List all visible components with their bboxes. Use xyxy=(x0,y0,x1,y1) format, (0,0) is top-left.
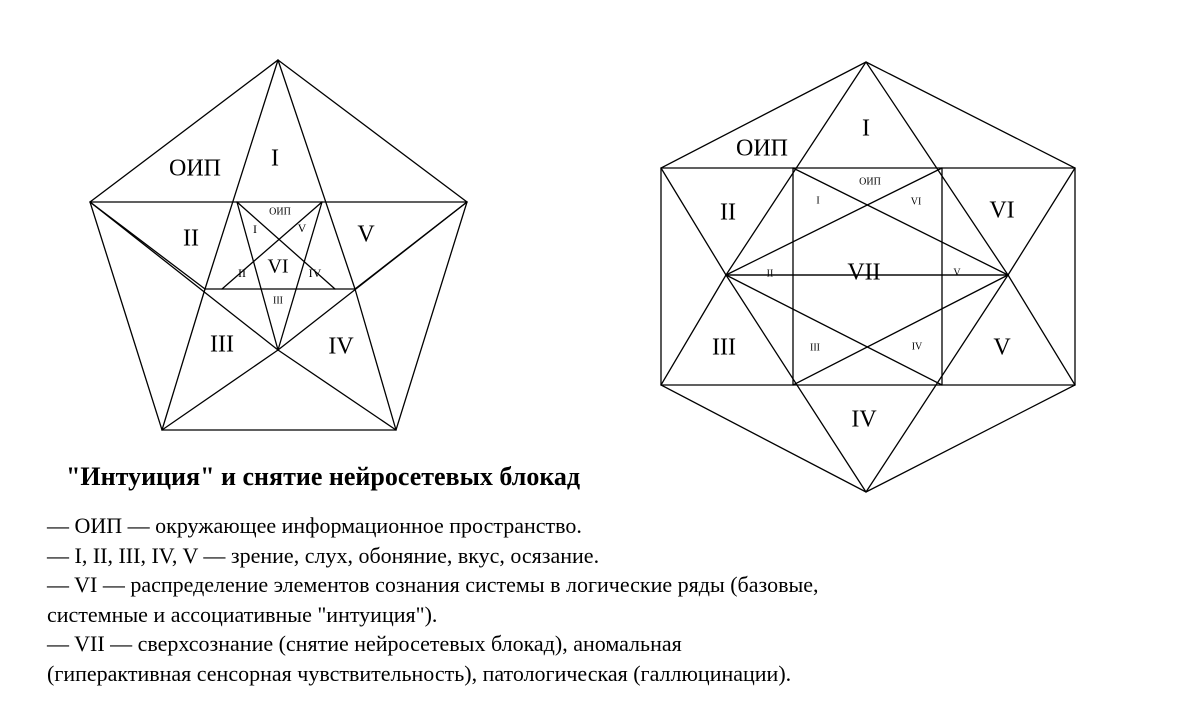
legend-line-oip: — ОИП — окружающее информационное пространство. xyxy=(47,513,582,538)
star-triangle-down xyxy=(726,275,1008,492)
star-line xyxy=(726,275,942,385)
spoke-line xyxy=(355,289,396,430)
caption-title: "Интуиция" и снятие нейросетевых блокад xyxy=(66,462,581,491)
star-line xyxy=(726,168,942,275)
star-line xyxy=(90,202,278,350)
hexagon-label-iii: III xyxy=(712,334,736,361)
hexagon-label-vi: VI xyxy=(989,197,1015,224)
pentagon-label-oip: ОИП xyxy=(169,155,221,182)
hexagon-label-oip: ОИП xyxy=(736,135,788,162)
star-line xyxy=(793,168,1008,275)
corner-line xyxy=(1008,275,1075,385)
hexagon-inner-label-i: I xyxy=(816,195,820,207)
corner-line xyxy=(1008,168,1075,275)
pentagon-inner-label-v: V xyxy=(297,220,307,235)
spoke-line xyxy=(162,350,278,430)
hexagon-center-label: VII xyxy=(847,259,881,286)
hexagon-diagram xyxy=(661,62,1075,492)
pentagon-inner-label-iv: IV xyxy=(308,265,322,280)
pentagon-label-ii: II xyxy=(183,225,199,252)
legend-line-vi: — VI — распределение элементов сознания системы в логические ряды (базовые, системные и ассоциативные "интуиция"). xyxy=(47,572,819,627)
pentagon-diagram xyxy=(90,60,467,430)
hexagon-inner-label-iv: IV xyxy=(911,341,923,353)
pentagon-center-label: VI xyxy=(267,255,289,278)
hexagon-label-iv: IV xyxy=(851,406,877,433)
hexagon-label-v: V xyxy=(993,334,1011,361)
legend-line-vii: — VII — сверхсознание (снятие нейросетевых блокад), аномальная (гиперактивная сенсорная чувствительность), патологическая (галлюцинации). xyxy=(47,631,792,686)
hexagon-label-ii: II xyxy=(720,199,736,226)
pentagon-inner-label-ii: II xyxy=(238,265,246,280)
pentagon-inner-label-i: I xyxy=(253,221,257,236)
pentagon-label-i: I xyxy=(271,145,279,172)
hexagon-inner-label-oip: ОИП xyxy=(859,176,881,188)
hexagon-inner-label-ii: II xyxy=(766,268,774,280)
corner-line xyxy=(661,275,726,385)
star-line xyxy=(278,60,355,289)
hexagon-inner-label-vi: VI xyxy=(910,196,922,208)
pentagon-label-iv: IV xyxy=(328,333,354,360)
hexagon-inner-label-v: V xyxy=(953,267,961,279)
spoke-line xyxy=(162,289,205,430)
pentagon-inner-label-oip: ОИП xyxy=(269,206,291,218)
star-line xyxy=(793,275,1008,385)
legend-line-senses: — I, II, III, IV, V — зрение, слух, обоняние, вкус, осязание. xyxy=(47,542,600,568)
corner-line xyxy=(661,168,726,275)
hexagon-label-i: I xyxy=(862,115,870,142)
spoke-line xyxy=(278,350,396,430)
pentagon-label-iii: III xyxy=(210,331,234,358)
pentagon-label-v: V xyxy=(357,221,375,248)
pentagon-inner-label-iii: III xyxy=(273,295,283,307)
legend xyxy=(47,511,827,688)
hexagon-inner-label-iii: III xyxy=(810,342,820,354)
